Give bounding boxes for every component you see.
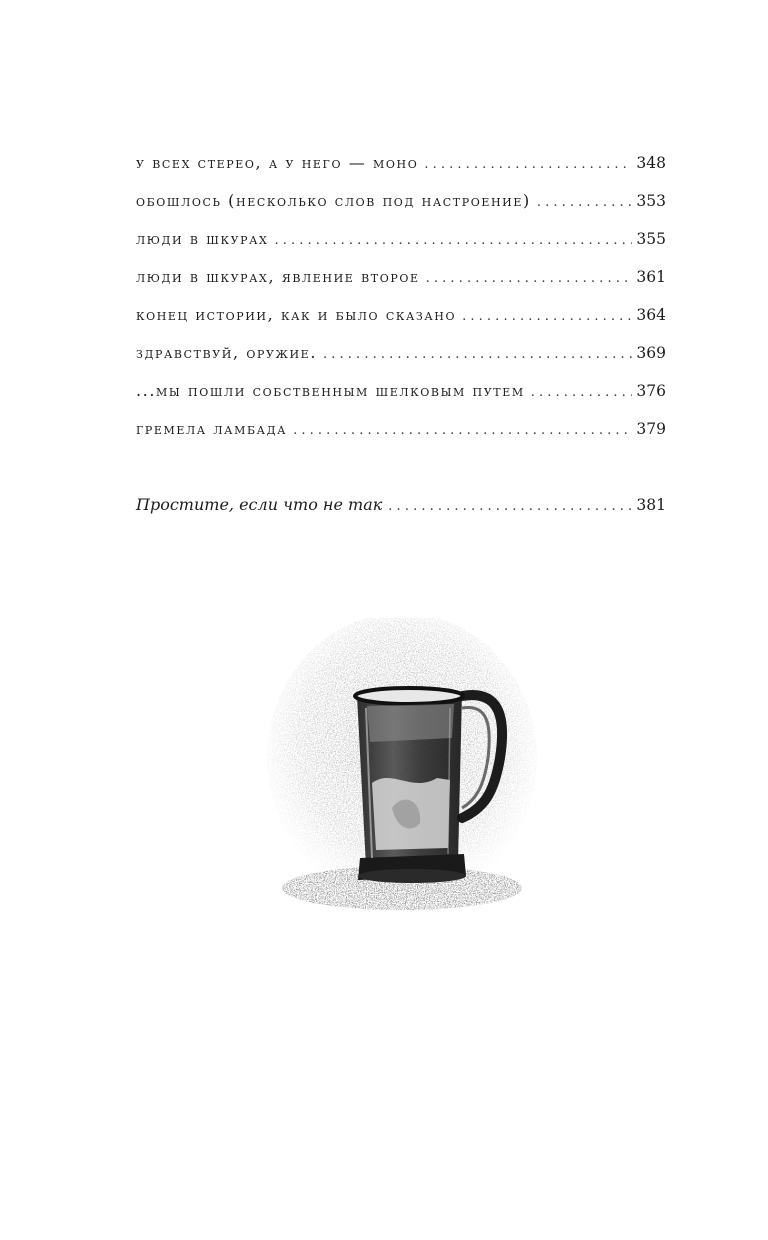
toc-entry[interactable] — [136, 144, 666, 182]
toc-entry[interactable] — [136, 258, 666, 296]
toc-entry-title: обошлось (несколько слов под настроение) — [136, 191, 531, 210]
toc-entry-page: 364 — [636, 306, 666, 324]
toc-entry[interactable] — [136, 296, 666, 334]
dot-leader — [388, 488, 632, 526]
toc-entry[interactable] — [136, 334, 666, 372]
toc-entry[interactable] — [136, 182, 666, 220]
toc-entry-afterword[interactable] — [136, 486, 666, 524]
toc-entry-page: 355 — [636, 230, 666, 248]
dot-leader — [426, 260, 633, 298]
toc-entry[interactable] — [136, 372, 666, 410]
toc-entry-page: 381 — [636, 496, 666, 514]
dot-leader — [531, 374, 633, 412]
toc-entry-title: ...мы пошли собственным шелковым путем — [136, 381, 525, 400]
toc-entry-page: 379 — [636, 420, 666, 438]
dot-leader — [293, 412, 632, 450]
dot-leader — [537, 184, 633, 222]
toc-entry-title: люди в шкурах, явление второе — [136, 267, 420, 286]
dot-leader — [274, 222, 632, 260]
toc-entry-page: 376 — [636, 382, 666, 400]
toc-entry-title: здравствуй, оружие. — [136, 343, 317, 362]
toc-entry-title: гремела ламбада — [136, 419, 288, 438]
toc-entry-title: люди в шкурах — [136, 229, 269, 248]
dot-leader — [424, 146, 632, 184]
dot-leader — [323, 336, 632, 374]
tea-glass-in-holder-icon — [262, 618, 542, 918]
table-of-contents — [136, 144, 666, 524]
toc-entry-title: у всех стерео, а у него — моно — [136, 153, 419, 172]
toc-entry-title: конец истории, как и было сказано — [136, 305, 457, 324]
toc-entry-title: Простите, если что не так — [136, 495, 383, 514]
toc-entry[interactable] — [136, 220, 666, 258]
toc-entry-page: 361 — [636, 268, 666, 286]
toc-entry-page: 353 — [636, 192, 666, 210]
dot-leader — [462, 298, 632, 336]
toc-entry-page: 369 — [636, 344, 666, 362]
toc-entry-page: 348 — [636, 154, 666, 172]
toc-entry[interactable] — [136, 410, 666, 448]
